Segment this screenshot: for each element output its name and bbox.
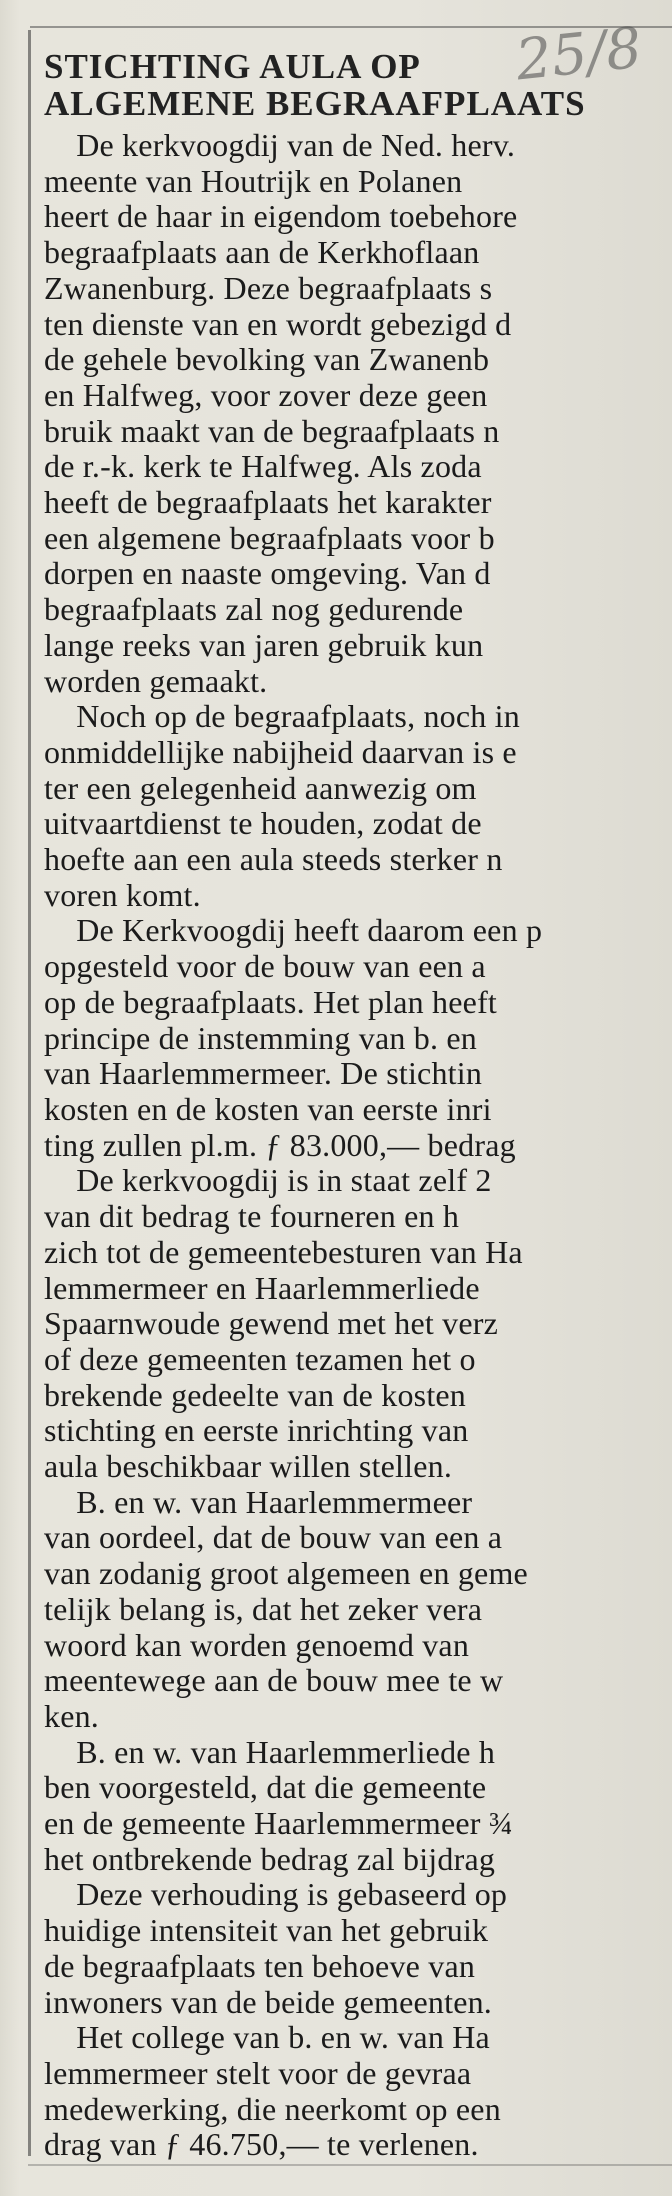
article-line: principe de instemming van b. en [44, 1019, 477, 1056]
article-line: van oordeel, dat de bouw van een a [44, 1519, 503, 1556]
article-line: een algemene begraafplaats voor b [44, 519, 495, 556]
article-line: B. en w. van Haarlemmermeer [44, 1483, 473, 1520]
clipping-bottom-edge [28, 2164, 672, 2166]
article-line: de begraafplaats ten behoeve van [44, 1947, 476, 1984]
article-body [44, 128, 672, 2163]
article-line: meentewege aan de bouw mee te w [44, 1662, 504, 1699]
article-line: De kerkvoogdij is in staat zelf 2 [44, 1162, 492, 1199]
article-line: onmiddellijke nabijheid daarvan is e [44, 733, 517, 770]
article-line: de gehele bevolking van Zwanenb [44, 341, 490, 378]
article-line: stichting en eerste inrichting van [44, 1412, 469, 1449]
article-line: van zodanig groot algemeen en geme [44, 1555, 528, 1592]
article-line: heeft de begraafplaats het karakter [44, 484, 492, 521]
article-line: De Kerkvoogdij heeft daarom een p [44, 912, 543, 949]
article-line: woord kan worden genoemd van [44, 1626, 470, 1663]
article-line: ting zullen pl.m. ƒ 83.000,— bedrag [44, 1126, 516, 1163]
article-line: ter een gelegenheid aanwezig om [44, 769, 477, 806]
article-column [44, 48, 672, 2163]
clipping-left-edge [28, 30, 31, 2156]
article-line: begraafplaats zal nog gedurende [44, 591, 464, 628]
article-headline [44, 48, 672, 122]
article-line: telijk belang is, dat het zeker vera [44, 1590, 483, 1627]
headline-line: STICHTING AULA OP [44, 47, 421, 86]
article-line: hoefte aan een aula steeds sterker n [44, 841, 503, 878]
article-line: huidige intensiteit van het gebruik [44, 1912, 489, 1949]
article-line: opgesteld voor de bouw van een a [44, 948, 486, 985]
article-line: aula beschikbaar willen stellen. [44, 1448, 453, 1485]
article-line: de r.-k. kerk te Halfweg. Als zoda [44, 448, 482, 485]
article-line: meente van Houtrijk en Polanen [44, 162, 463, 199]
article-line: ten dienste van en wordt gebezigd d [44, 305, 512, 342]
article-line: Noch op de begraafplaats, noch in [44, 698, 520, 735]
article-line: lemmermeer en Haarlemmerliede [44, 1269, 480, 1306]
article-line: kosten en de kosten van eerste inri [44, 1090, 492, 1127]
article-line: uitvaartdienst te houden, zodat de [44, 805, 482, 842]
article-line: van Haarlemmermeer. De stichtin [44, 1055, 483, 1092]
article-line: Zwanenburg. Deze begraafplaats s [44, 269, 493, 306]
article-line: begraafplaats aan de Kerkhoflaan [44, 234, 480, 271]
article-line: lemmermeer stelt voor de gevraa [44, 2054, 472, 2091]
article-line: het ontbrekende bedrag zal bijdrag [44, 1840, 496, 1877]
headline-line: ALGEMENE BEGRAAFPLAATS [44, 84, 586, 123]
article-line: B. en w. van Haarlemmerliede h [44, 1733, 496, 1770]
article-line: medewerking, die neerkomt op een [44, 2090, 501, 2127]
article-line: drag van ƒ 46.750,— te verlenen. [44, 2126, 479, 2163]
article-line: voren komt. [44, 876, 201, 913]
article-line: zich tot de gemeentebesturen van Ha [44, 1233, 523, 1270]
article-line: heert de haar in eigendom toebehore [44, 198, 518, 235]
article-line: of deze gemeenten tezamen het o [44, 1340, 476, 1377]
article-line: bruik maakt van de begraafplaats n [44, 412, 500, 449]
handwritten-date-note: 25/8 [512, 15, 645, 94]
article-line: Deze verhouding is gebaseerd op [44, 1876, 508, 1913]
article-line: en de gemeente Haarlemmermeer ¾ [44, 1805, 514, 1842]
article-line: op de begraafplaats. Het plan heeft [44, 983, 498, 1020]
article-line: worden gemaakt. [44, 662, 268, 699]
article-line: Het college van b. en w. van Ha [44, 2019, 490, 2056]
article-line: en Halfweg, voor zover deze geen [44, 376, 488, 413]
article-line: ben voorgesteld, dat die gemeente [44, 1769, 487, 1806]
article-line: inwoners van de beide gemeenten. [44, 1983, 493, 2020]
article-line: dorpen en naaste omgeving. Van d [44, 555, 491, 592]
article-line: ken. [44, 1697, 100, 1734]
article-line: De kerkvoogdij van de Ned. herv. [44, 127, 516, 163]
article-line: van dit bedrag te fourneren en h [44, 1198, 460, 1235]
article-line: lange reeks van jaren gebruik kun [44, 626, 484, 663]
article-line: Spaarnwoude gewend met het verz [44, 1305, 499, 1342]
article-line: brekende gedeelte van de kosten [44, 1376, 467, 1413]
